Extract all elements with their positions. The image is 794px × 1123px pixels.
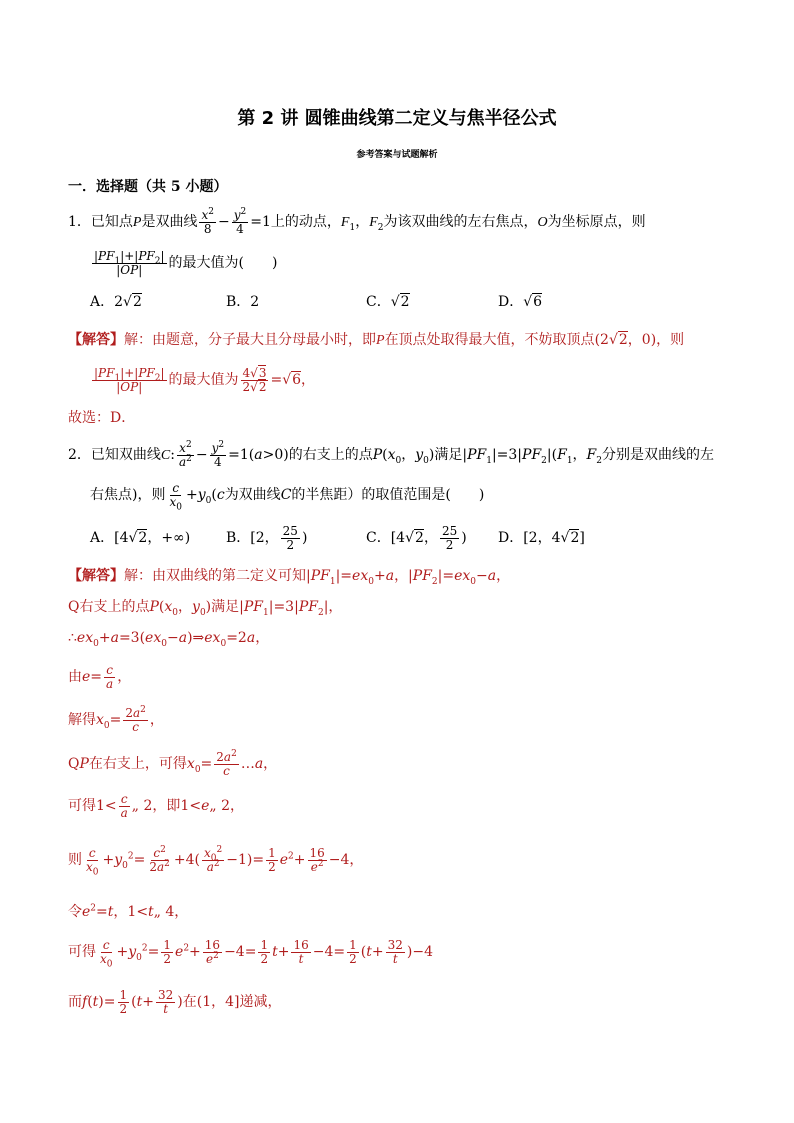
q2-option-d: D．[2，4√2] (498, 530, 585, 546)
q2-step-10: 而f(t)= $\frac{1}{2}$ (t+ $\frac{32}{t}$ )在(1，4]递减， (68, 987, 282, 1016)
q1-answer: 故选：D． (68, 410, 136, 426)
q2-step-8: 令$e^2=t$，1<t„ 4， (68, 903, 189, 920)
q2-step-2: $\therefore ex_0+a=3(ex_0-a)\Rightarrow ex_0=2a$， (68, 630, 270, 649)
q2-step-9: 可得 $\frac{c}{x_0}$ $+y_0^2=$ $\frac{1}{2}$ $e^2+$ $\frac{16}{e^2}$ −4= $\frac{1}{2}$ t+ $\frac{16}{t}$ −4= $\frac{1}{2}$ (t+ $\frac{32}{t}$ )−4 (68, 937, 433, 969)
q1-option-d: D．√6 (498, 294, 543, 310)
q2-solution-line1: 【解答】解：由双曲线的第二定义可知$|PF_1|=ex_0+a$，$|PF_2|=ex_0-a$， (68, 568, 511, 587)
page-subtitle: 参考答案与试题解析 (356, 150, 438, 160)
q1-stem: 1．已知点P是双曲线 $\frac{x^2}{8}$ − $\frac{y^2}{4}$ =1上的动点，$F_1$，$F_2$为该双曲线的左右焦点，O为坐标原点，则 (68, 206, 646, 236)
q1-option-a: A．2√2 (90, 294, 142, 310)
q1-solution-line1: 【解答】解：由题意，分子最大且分母最小时，即P在顶点处取得最大值，不妨取顶点(2√2，0)，则 (68, 332, 685, 348)
q2-stem-line2: 右焦点)，则 $\frac{c}{x_0}$ $+y_0(c$为双曲线C的半焦距）的取值范围是( ) (90, 480, 485, 512)
q2-stem: 2．已知双曲线C: $\frac{x^2}{a^2}$ − $\frac{y^2}{4}$ =1(a>0)的右支上的点$P(x_0$，$y_0$)满足$|PF_1|=3|PF_2|(F_1$，$F_2$分别是双曲线的左 (68, 439, 714, 469)
q2-step-6: 可得1< $\frac{c}{a}$ „ 2，即1<e„ 2， (68, 791, 244, 820)
q2-option-c: C．[4√2， $\frac{25}{2}$ ) (366, 523, 467, 552)
q1-option-c: C．√2 (366, 294, 410, 310)
q2-option-a: A．[4√2，+∞) (90, 530, 191, 546)
q2-step-3: 由e= $\frac{c}{a}$ ， (68, 662, 132, 691)
q2-option-b: B．[2， $\frac{25}{2}$ ) (226, 523, 308, 552)
q1-solution-line2: $\frac{|PF_1|+|PF_2|}{|OP|}$ 的最大值为 $\frac{4√3}{2√2}$ =√6， (94, 365, 316, 394)
q2-step-4: 解得$x_0=$ $\frac{2a^2}{c}$ ， (68, 704, 164, 734)
q2-step-1: Q右支上的点$P(x_0$，$y_0$)满足$|PF_1|=3|PF_2|$， (68, 599, 343, 618)
page-title: 第 2 讲 圆锥曲线第二定义与焦半径公式 (237, 108, 557, 129)
q2-step-7: 则 $\frac{c}{x_0}$ $+y_0^2=$ $\frac{c^2}{2a^2}$ +4( $\frac{x_0^2}{a^2}$ −1)= $\frac{1}{2}$ $e^2+$ $\frac{16}{e^2}$ −4， (68, 844, 364, 877)
q1-option-b: B．2 (226, 294, 260, 310)
section-heading: 一．选择题（共 5 小题） (68, 179, 228, 195)
q1-stem-line2: $\frac{|PF_1|+|PF_2|}{|OP|}$ 的最大值为( ) (94, 248, 278, 277)
q2-step-5: QP在右支上，可得$x_0=$ $\frac{2a^2}{c}$ …a， (68, 748, 278, 778)
